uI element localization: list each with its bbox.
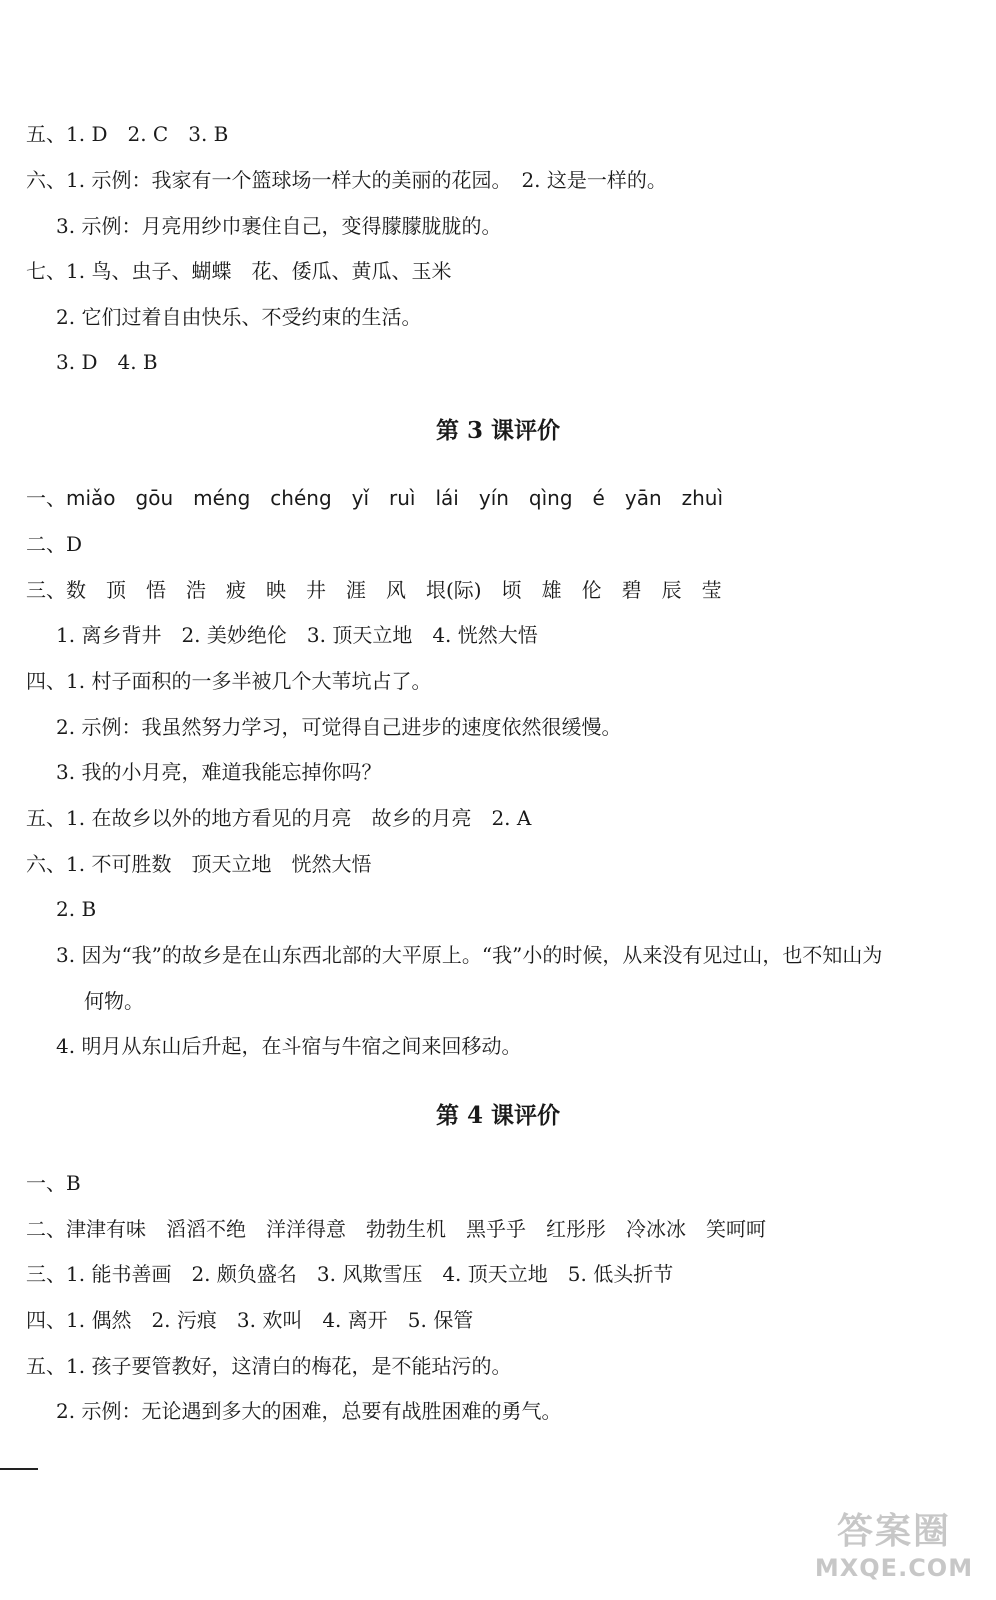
watermark-logo (814, 1510, 974, 1592)
lesson3-line-6: 六、1. 不可胜数 顶天立地 恍然大悟 (26, 852, 372, 876)
lesson3-line-4-2: 2. 示例：我虽然努力学习，可觉得自己进步的速度依然很缓慢。 (56, 715, 622, 739)
lesson3-line-4: 四、1. 村子面积的一多半被几个大苇坑占了。 (26, 669, 432, 693)
lesson4-title: 第 4 课评价 (435, 1102, 561, 1129)
watermark-line2: MXQE.COM (814, 1554, 974, 1582)
lesson4-line-5: 五、1. 孩子要管教好，这清白的梅花，是不能玷污的。 (26, 1354, 512, 1378)
lesson4-line-5-2: 2. 示例：无论遇到多大的困难，总要有战胜困难的勇气。 (56, 1399, 562, 1423)
answer-line-7-2: 2. 它们过着自由快乐、不受约束的生活。 (56, 305, 422, 329)
lesson4-line-2: 二、津津有味 滔滔不绝 洋洋得意 勃勃生机 黑乎乎 红彤彤 冷冰冰 笑呵呵 (26, 1217, 766, 1241)
lesson3-title: 第 3 课评价 (435, 417, 561, 444)
footer-rule (0, 1468, 38, 1470)
answer-line-6-3: 3. 示例：月亮用纱巾裹住自己，变得朦朦胧胧的。 (56, 214, 502, 238)
lesson3-line-2: 二、D (26, 532, 83, 556)
lesson4-line-3: 三、1. 能书善画 2. 颇负盛名 3. 风欺雪压 4. 顶天立地 5. 低头折节 (26, 1262, 674, 1286)
lesson3-line-6-3: 3. 因为“我”的故乡是在山东西北部的大平原上。“我”小的时候，从来没有见过山，也不知山为 (56, 943, 883, 967)
lesson4-line-1: 一、B (26, 1171, 81, 1195)
lesson3-line-3: 三、数 顶 悟 浩 疲 映 井 涯 风 垠(际) 顷 雄 伦 碧 辰 莹 (26, 578, 722, 602)
lesson3-line-5: 五、1. 在故乡以外的地方看见的月亮 故乡的月亮 2. A (26, 806, 532, 830)
lesson3-line-6-3-cont: 何物。 (84, 989, 144, 1013)
lesson3-line-4-3: 3. 我的小月亮，难道我能忘掉你吗？ (56, 760, 382, 784)
answer-line-7: 七、1. 鸟、虫子、蝴蝶 花、倭瓜、黄瓜、玉米 (26, 259, 452, 283)
lesson3-pinyin-line: 一、miǎo gōu méng chéng yǐ ruì lái yín qìng é yān zhuì (26, 486, 724, 510)
lesson3-line-6-2: 2. B (56, 897, 97, 921)
lesson3-line-3-1: 1. 离乡背井 2. 美妙绝伦 3. 顶天立地 4. 恍然大悟 (56, 623, 538, 647)
lesson4-line-4: 四、1. 偶然 2. 污痕 3. 欢叫 4. 离开 5. 保管 (26, 1308, 474, 1332)
watermark-line1: 答案圈 (836, 1511, 951, 1552)
answer-line-6: 六、1. 示例：我家有一个篮球场一样大的美丽的花园。 2. 这是一样的。 (26, 168, 667, 192)
lesson3-line-6-4: 4. 明月从东山后升起，在斗宿与牛宿之间来回移动。 (56, 1034, 522, 1058)
answer-line-5: 五、1. D 2. C 3. B (26, 122, 229, 146)
answer-line-7-3: 3. D 4. B (56, 350, 158, 374)
